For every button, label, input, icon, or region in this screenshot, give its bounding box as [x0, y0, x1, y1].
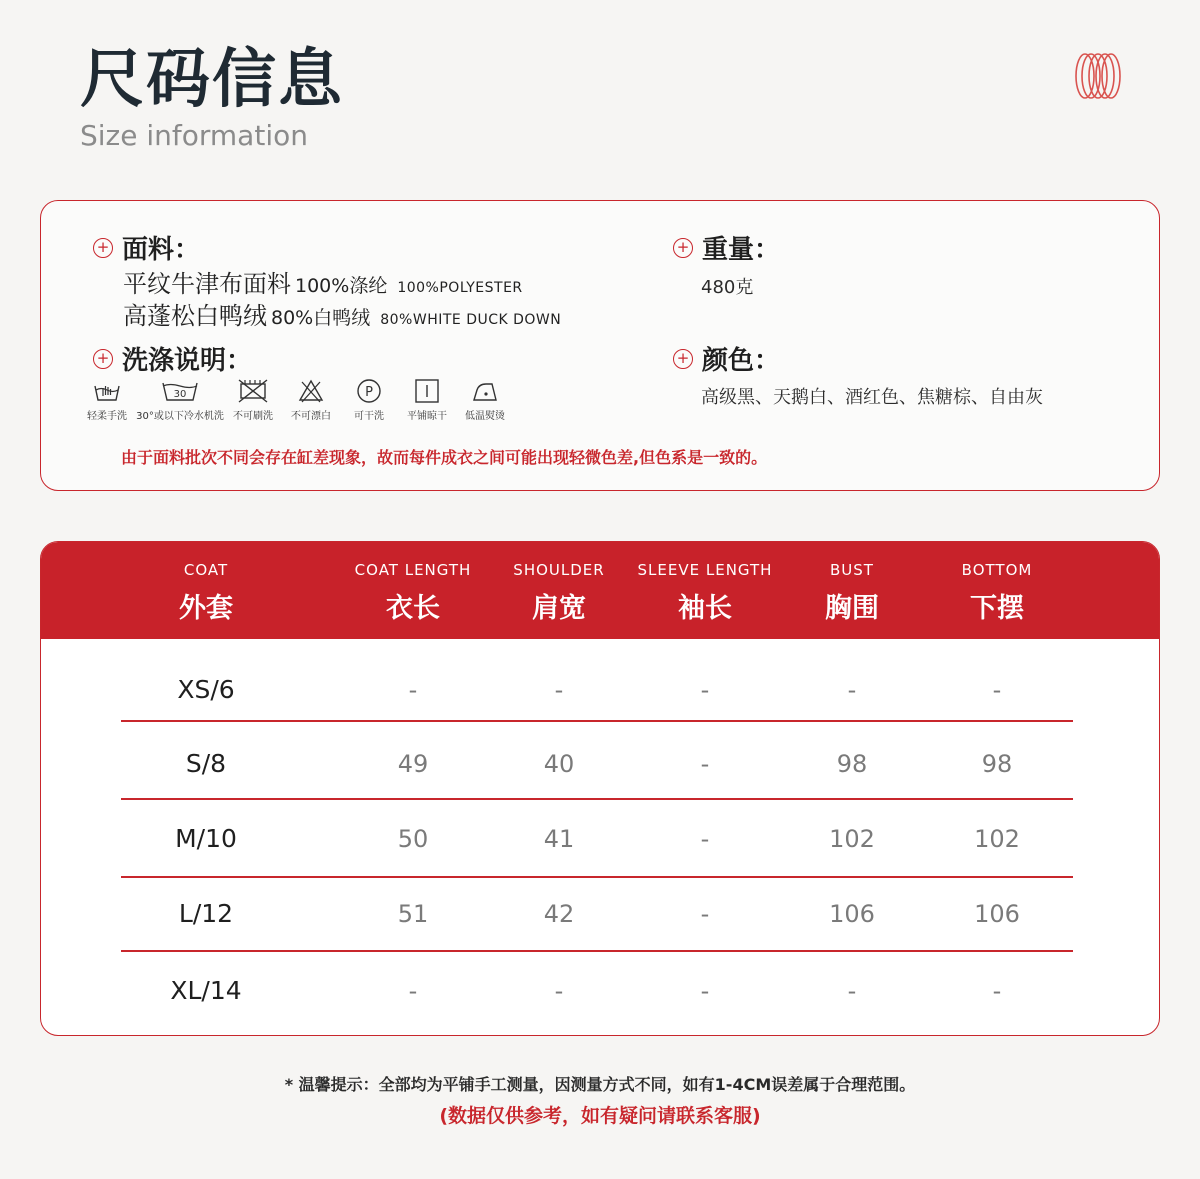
bust-cell: 98 [836, 750, 868, 778]
weight-section-header [673, 229, 780, 266]
care-label: 轻柔手洗 [87, 411, 127, 422]
care-label: 30°或以下冷水机洗 [136, 411, 224, 422]
shoulder-cell: - [554, 977, 564, 1005]
bottom-cell: - [992, 676, 1002, 704]
fabric-line-2 [123, 300, 561, 336]
bottom-cell: 102 [974, 825, 1020, 853]
bottom-cell: 98 [981, 750, 1013, 778]
column-header-cn: 肩宽 [532, 593, 586, 624]
column-header-coat [126, 542, 286, 639]
column-header-cn: 胸围 [825, 593, 879, 624]
wash-section-header [93, 340, 252, 377]
sleeve-length-cell: - [700, 977, 710, 1005]
product-info-card [40, 200, 1160, 491]
care-item [282, 378, 340, 422]
fabric-english: 80%WHITE DUCK DOWN [380, 312, 562, 328]
no-brush-icon [236, 378, 270, 404]
bust-cell: 102 [829, 825, 875, 853]
size-table [40, 541, 1160, 1036]
reference-note: (数据仅供参考，如有疑问请联系客服) [439, 1105, 761, 1127]
column-header-cn: 外套 [179, 593, 233, 624]
coat-length-cell: - [408, 977, 418, 1005]
plus-icon: + [93, 349, 113, 369]
care-item [398, 378, 456, 422]
care-label: 不可漂白 [291, 411, 331, 422]
weight-label: 重量： [702, 235, 781, 265]
column-header-cn: 下摆 [970, 593, 1024, 624]
fabric-section-header [93, 229, 200, 266]
fabric-percent: 80%白鸭绒 [271, 307, 371, 329]
flat-dry-icon [412, 378, 442, 404]
sleeve-length-cell: - [700, 900, 710, 928]
care-label: 不可刷洗 [233, 411, 273, 422]
table-row [41, 652, 1159, 728]
column-header-sleeve-length [625, 542, 785, 639]
dry-clean-p-icon [354, 378, 384, 404]
bust-cell: 106 [829, 900, 875, 928]
sleeve-length-cell: - [700, 676, 710, 704]
column-header-en: SHOULDER [513, 561, 605, 579]
coat-length-cell: 51 [397, 900, 429, 928]
care-label: 低温熨烫 [465, 411, 505, 422]
table-row [41, 726, 1159, 802]
fabric-label: 面料： [122, 235, 201, 265]
care-icons-row [78, 378, 514, 422]
column-header-en: COAT [183, 561, 229, 579]
coat-length-cell: 50 [397, 825, 429, 853]
fabric-percent: 100%涤纶 [295, 275, 388, 297]
fabric-name: 平纹牛津布面料 [123, 270, 291, 298]
column-header-bottom [917, 542, 1077, 639]
size-cell: XL/14 [170, 976, 242, 1005]
low-iron-icon [470, 378, 500, 404]
sleeve-length-cell: - [700, 750, 710, 778]
row-divider [121, 720, 1073, 722]
svg-text:30: 30 [173, 389, 187, 400]
column-header-bust [772, 542, 932, 639]
bottom-cell: 106 [974, 900, 1020, 928]
care-label: 可干洗 [354, 411, 384, 422]
shoulder-cell: - [554, 676, 564, 704]
care-item [340, 378, 398, 422]
plus-icon: + [93, 238, 113, 258]
bust-cell: - [847, 977, 857, 1005]
care-item [224, 378, 282, 422]
size-cell: M/10 [175, 824, 237, 853]
color-section-header [673, 340, 780, 377]
weight-value: 480克 [701, 277, 754, 298]
color-options: 高级黑、天鹅白、酒红色、焦糖棕、自由灰 [701, 387, 1043, 408]
column-header-cn: 袖长 [678, 593, 732, 624]
fabric-name: 高蓬松白鸭绒 [123, 302, 267, 330]
shoulder-cell: 42 [543, 900, 575, 928]
measurement-note: * 温馨提示：全部均为平铺手工测量，因测量方式不同，如有1-4CM误差属于合理范围。 [284, 1075, 916, 1094]
gentle-hand-wash-icon [92, 378, 122, 404]
wash-30-icon [160, 378, 200, 404]
size-cell: S/8 [185, 749, 227, 778]
svg-text:P: P [365, 385, 373, 400]
page-subtitle: Size information [80, 119, 308, 152]
column-header-en: BOTTOM [961, 561, 1033, 579]
column-header-en: SLEEVE LENGTH [637, 561, 773, 579]
shoulder-cell: 41 [543, 825, 575, 853]
fabric-english: 100%POLYESTER [397, 280, 523, 296]
bust-cell: - [847, 676, 857, 704]
row-divider [121, 798, 1073, 800]
size-cell: XS/6 [177, 675, 235, 704]
brand-rings-icon [1072, 50, 1124, 102]
coat-length-cell: - [408, 676, 418, 704]
column-header-en: BUST [830, 561, 874, 579]
shoulder-cell: 40 [543, 750, 575, 778]
bottom-cell: - [992, 977, 1002, 1005]
column-header-shoulder [479, 542, 639, 639]
page-title: 尺码信息 [80, 43, 344, 117]
care-item [456, 378, 514, 422]
color-label: 颜色： [702, 346, 781, 376]
size-cell: L/12 [178, 899, 234, 928]
care-item [136, 378, 224, 422]
table-row [41, 953, 1159, 1029]
sleeve-length-cell: - [700, 825, 710, 853]
column-header-en: COAT LENGTH [354, 561, 472, 579]
column-header-cn: 衣长 [386, 593, 440, 624]
row-divider [121, 950, 1073, 952]
care-item [78, 378, 136, 422]
table-row [41, 876, 1159, 952]
wash-label: 洗涤说明： [122, 346, 253, 376]
fabric-line-1 [123, 268, 523, 304]
size-table-header [41, 542, 1159, 639]
column-header-coat-length [333, 542, 493, 639]
no-bleach-icon [296, 378, 326, 404]
plus-icon: + [673, 238, 693, 258]
table-row [41, 801, 1159, 877]
care-label: 平铺晾干 [407, 411, 447, 422]
plus-icon: + [673, 349, 693, 369]
coat-length-cell: 49 [397, 750, 429, 778]
color-variance-warning: 由于面料批次不同会存在缸差现象，故而每件成衣之间可能出现轻微色差,但色系是一致的。 [121, 448, 768, 467]
